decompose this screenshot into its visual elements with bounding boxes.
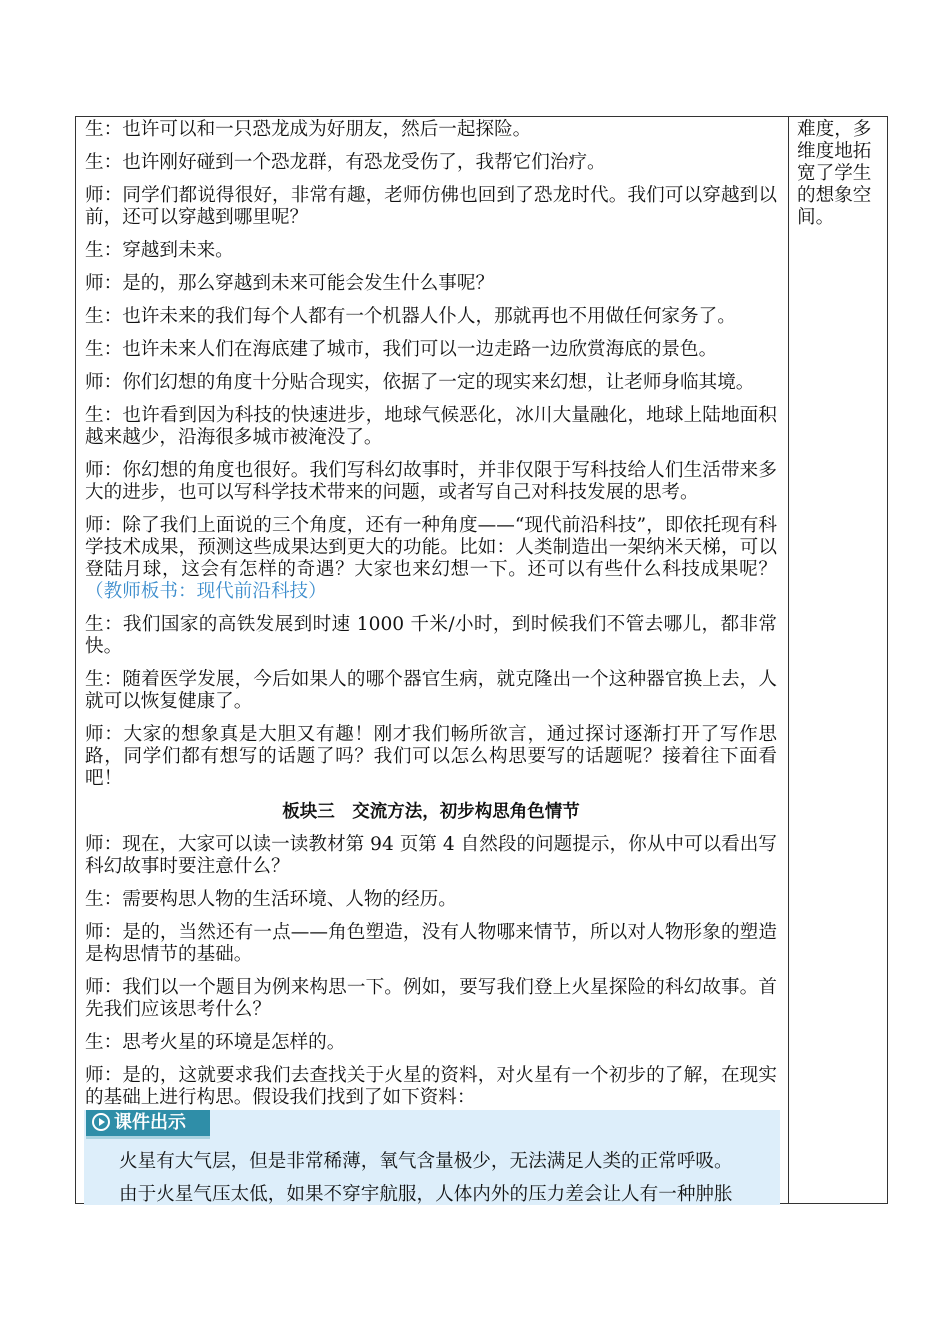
paragraph: 师：你们幻想的角度十分贴合现实，依据了一定的现实来幻想，让老师身临其境。 bbox=[85, 372, 755, 393]
paragraph: 师：你幻想的角度也很好。我们写科幻故事时，并非仅限于写科技给人们生活带来多大的进步，也可以写科学技术带来的问题，或者写自己对科技发展的思考。 bbox=[85, 460, 777, 503]
courseware-label: 课件出示 bbox=[114, 1112, 186, 1133]
lesson-table bbox=[75, 116, 888, 1204]
paragraph: 生：也许看到因为科技的快速进步，地球气候恶化，冰川大量融化，地球上陆地面积越来越少，沿海很多城市被淹没了。 bbox=[85, 405, 777, 448]
courseware-box bbox=[84, 1110, 780, 1205]
paragraph-with-board-note bbox=[85, 515, 777, 603]
side-note: 难度，多维度地拓宽了学生的想象空间。 bbox=[797, 119, 872, 228]
courseware-content bbox=[119, 1151, 784, 1217]
paragraph: 师：现在，大家可以读一读教材第 94 页第 4 自然段的问题提示，你从中可以看出写科幻故事时要注意什么？ bbox=[85, 834, 777, 877]
paragraph: 师：我们以一个题目为例来构思一下。例如，要写我们登上火星探险的科幻故事。首先我们应该思考什么？ bbox=[85, 977, 777, 1020]
paragraph: 师：是的，当然还有一点——角色塑造，没有人物哪来情节，所以对人物形象的塑造是构思情节的基础。 bbox=[85, 922, 777, 965]
paragraph-text: 师：除了我们上面说的三个角度，还有一种角度——“现代前沿科技”，即依托现有科学技术成果，预测这些成果达到更大的功能。比如：人类制造出一架纳米天梯，可以登陆月球，这会有怎样的奇遇？大家也来幻想一下。还可以有些什么科技成果呢？ bbox=[85, 515, 777, 580]
paragraph: 师：是的，那么穿越到未来可能会发生什么事呢？ bbox=[85, 273, 495, 294]
section-heading: 板块三 交流方法，初步构思角色情节 bbox=[282, 802, 580, 822]
paragraph: 生：也许可以和一只恐龙成为好朋友，然后一起探险。 bbox=[85, 119, 532, 140]
paragraph: 生：需要构思人物的生活环境、人物的经历。 bbox=[85, 889, 457, 910]
paragraph: 生：思考火星的环境是怎样的。 bbox=[85, 1032, 346, 1053]
board-note: （教师板书：现代前沿科技） bbox=[85, 581, 327, 602]
play-circle-icon bbox=[92, 1113, 110, 1131]
paragraph: 师：大家的想象真是大胆又有趣！刚才我们畅所欲言，通过探讨逐渐打开了写作思路，同学们都有想写的话题了吗？我们可以怎么构思要写的话题呢？接着往下面看吧！ bbox=[85, 724, 777, 789]
paragraph: 师：是的，这就要求我们去查找关于火星的资料，对火星有一个初步的了解，在现实的基础上进行构思。假设我们找到了如下资料： bbox=[85, 1065, 777, 1108]
paragraph: 生：穿越到未来。 bbox=[85, 240, 234, 261]
courseware-line: 由于火星气压太低，如果不穿宇航服，人体内外的压力差会让人有一种肿胀 bbox=[119, 1184, 733, 1205]
paragraph: 师：同学们都说得很好，非常有趣，老师仿佛也回到了恐龙时代。我们可以穿越到以前，还可以穿越到哪里呢？ bbox=[85, 185, 777, 228]
courseware-line: 火星有大气层，但是非常稀薄，氧气含量极少，无法满足人类的正常呼吸。 bbox=[119, 1151, 733, 1172]
paragraph: 生：我们国家的高铁发展到时速 1000 千米/小时，到时候我们不管去哪儿，都非常快。 bbox=[85, 614, 777, 657]
paragraph: 生：随着医学发展，今后如果人的哪个器官生病，就克隆出一个这种器官换上去，人就可以恢复健康了。 bbox=[85, 669, 777, 712]
paragraph: 生：也许未来的我们每个人都有一个机器人仆人，那就再也不用做任何家务了。 bbox=[85, 306, 736, 327]
paragraph: 生：也许未来人们在海底建了城市，我们可以一边走路一边欣赏海底的景色。 bbox=[85, 339, 718, 360]
courseware-badge bbox=[86, 1110, 210, 1139]
lesson-content bbox=[85, 119, 777, 1120]
paragraph: 生：也许刚好碰到一个恐龙群，有恐龙受伤了，我帮它们治疗。 bbox=[85, 152, 606, 173]
column-divider bbox=[788, 117, 789, 1203]
